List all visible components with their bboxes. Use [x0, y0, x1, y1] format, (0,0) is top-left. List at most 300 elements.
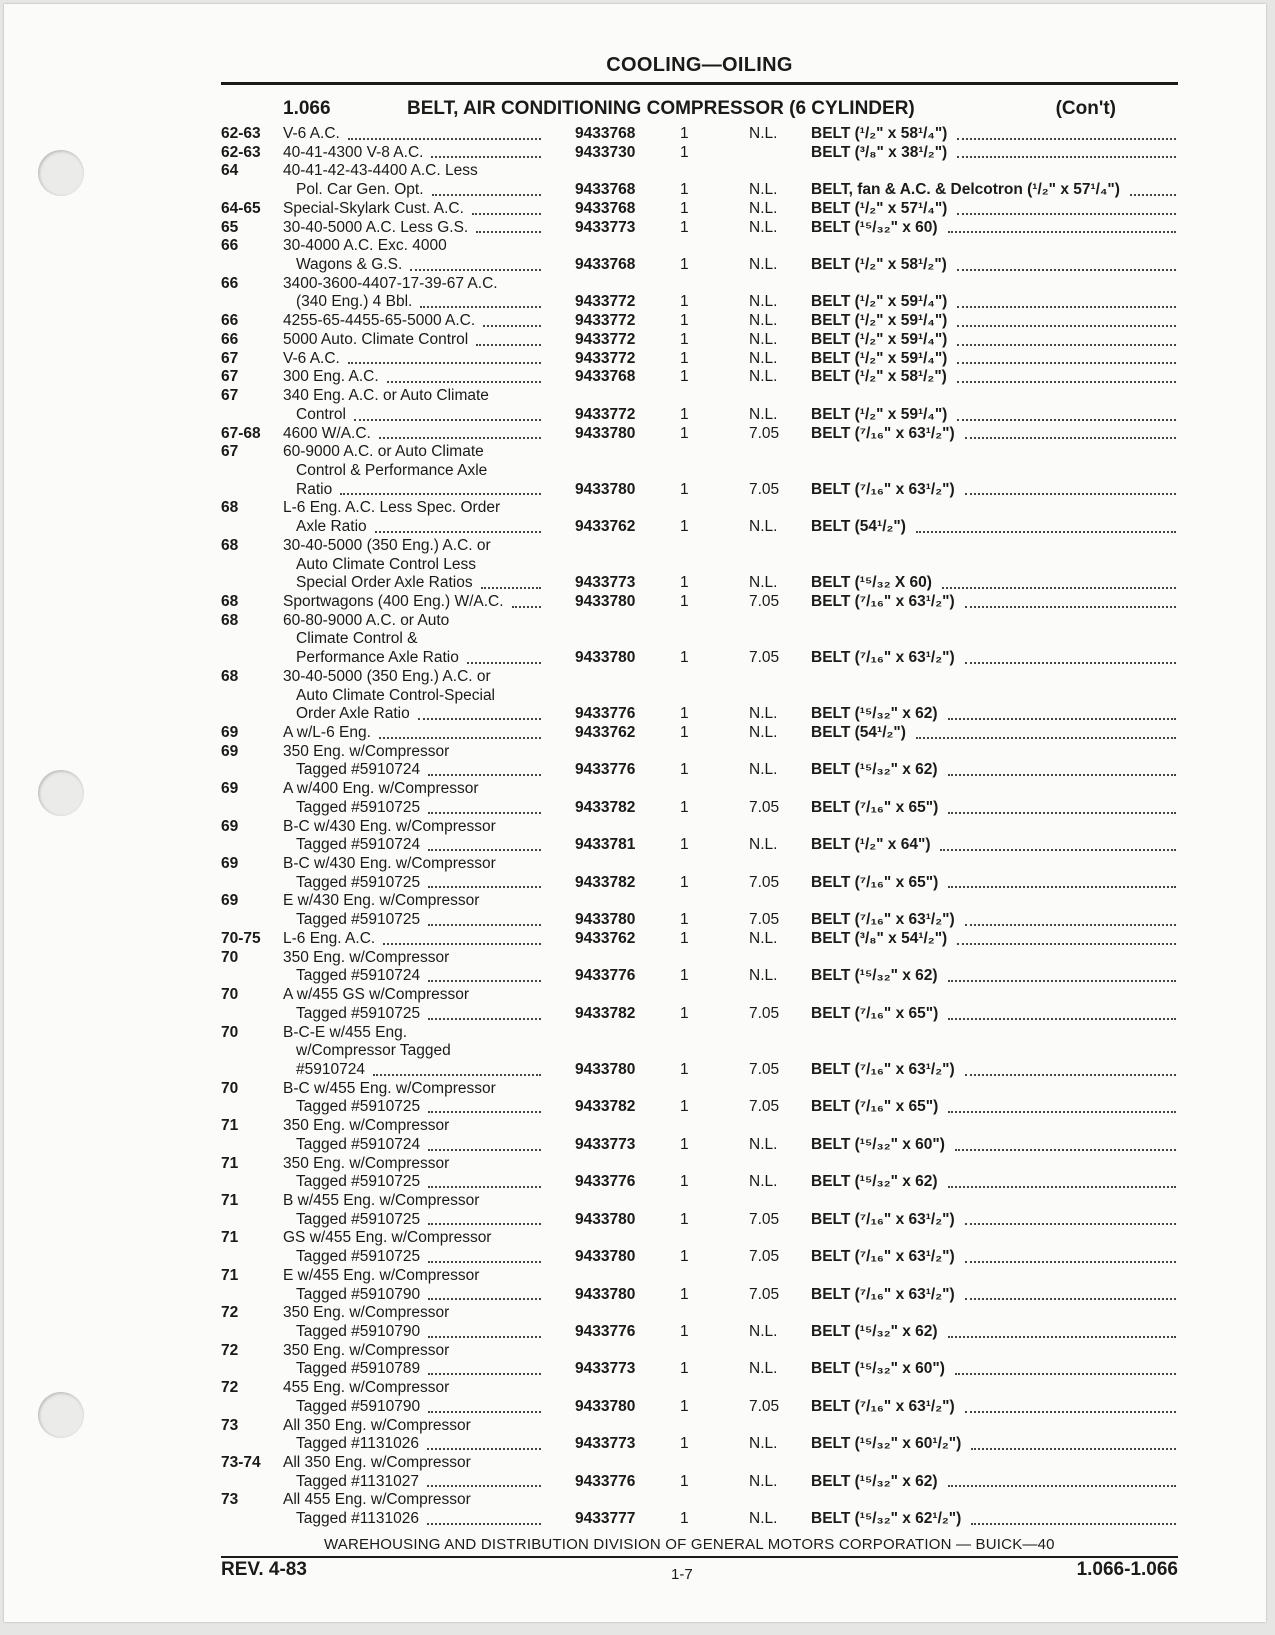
row-year: 64-65 — [221, 199, 261, 217]
row-description: 4600 W/A.C. — [283, 424, 371, 442]
parts-table — [221, 125, 1181, 1529]
row-quantity: 1 — [680, 1360, 689, 1378]
table-row — [221, 874, 1181, 893]
table-row — [221, 275, 1181, 294]
leader-dots — [481, 586, 541, 589]
row-quantity: 1 — [680, 218, 689, 236]
row-year: 68 — [221, 611, 239, 629]
page-header-title: COOLING—OILING — [606, 54, 793, 76]
row-part-number: 9433762 — [575, 929, 636, 947]
row-part-number: 9433773 — [575, 1435, 636, 1453]
table-row — [221, 911, 1181, 930]
leader-dots — [427, 1447, 541, 1450]
row-quantity: 1 — [680, 761, 689, 779]
row-year: 66 — [221, 274, 239, 292]
row-year: 67 — [221, 443, 239, 461]
table-row — [221, 986, 1181, 1005]
row-belt-spec: BELT (¹/₂" x 59¹/₄") — [811, 349, 948, 367]
row-belt-spec: BELT (¹/₂" x 58¹/₂") — [811, 256, 947, 274]
table-row — [221, 1510, 1181, 1529]
row-description: Tagged #5910725 — [296, 1173, 421, 1191]
row-description: Tagged #5910725 — [296, 1004, 421, 1022]
leader-dots — [955, 1148, 1176, 1151]
row-year: 66 — [221, 330, 239, 348]
row-part-number: 9433780 — [575, 592, 636, 610]
leader-dots — [965, 1260, 1176, 1263]
row-description: All 350 Eng. w/Compressor — [283, 1454, 471, 1472]
table-row — [221, 818, 1181, 837]
row-price: N.L. — [749, 312, 778, 330]
table-row — [221, 425, 1181, 444]
row-part-number: 9433776 — [575, 705, 636, 723]
row-belt-spec: BELT (¹/₂" x 58¹/₂") — [811, 368, 947, 386]
row-description: Wagons & G.S. — [296, 256, 403, 274]
table-row — [221, 443, 1181, 462]
row-price: N.L. — [749, 1360, 778, 1378]
row-description: (340 Eng.) 4 Bbl. — [296, 293, 413, 311]
row-quantity: 1 — [680, 967, 689, 985]
row-quantity: 1 — [680, 518, 689, 536]
row-belt-spec: BELT (⁷/₁₆" x 65") — [811, 873, 939, 891]
row-year: 70 — [221, 1023, 239, 1041]
leader-dots — [957, 343, 1176, 346]
row-price: N.L. — [749, 574, 778, 592]
footer-divider — [221, 1556, 1178, 1558]
footer-division: WAREHOUSING AND DISTRIBUTION DIVISION OF GENERAL MOTORS CORPORATION — BUICK—40 — [324, 1536, 1055, 1553]
leader-dots — [940, 848, 1176, 851]
row-belt-spec: BELT (⁷/₁₆" x 63¹/₂") — [811, 1285, 955, 1303]
row-year: 71 — [221, 1117, 239, 1135]
row-description: Climate Control & — [296, 630, 418, 648]
row-belt-spec: BELT (¹⁵/₃₂" x 60") — [811, 1360, 945, 1378]
leader-dots — [476, 230, 541, 233]
table-row — [221, 1192, 1181, 1211]
row-belt-spec: BELT (⁷/₁₆" x 63¹/₂") — [811, 424, 955, 442]
row-belt-spec: BELT (⁷/₁₆" x 63¹/₂") — [811, 592, 955, 610]
row-year: 67 — [221, 387, 239, 405]
table-row — [221, 1286, 1181, 1305]
row-description: Tagged #5910790 — [296, 1285, 421, 1303]
table-row — [221, 630, 1181, 649]
row-description: Tagged #1131026 — [296, 1510, 419, 1528]
leader-dots — [965, 436, 1176, 439]
row-description: V-6 A.C. — [283, 125, 340, 142]
row-description: 40-41-42-43-4400 A.C. Less — [283, 162, 478, 180]
table-row — [221, 649, 1181, 668]
row-price: N.L. — [749, 761, 778, 779]
leader-dots — [428, 923, 541, 926]
row-belt-spec: BELT (¹⁵/₃₂" x 60) — [811, 218, 938, 236]
continued-label: (Con't) — [1055, 98, 1116, 119]
row-quantity: 1 — [680, 798, 689, 816]
row-description: Special-Skylark Cust. A.C. — [283, 199, 464, 217]
row-part-number: 9433773 — [575, 1135, 636, 1153]
row-description: 60-9000 A.C. or Auto Climate — [283, 443, 484, 461]
leader-dots — [957, 305, 1176, 308]
row-description: Tagged #5910725 — [296, 1210, 421, 1228]
row-part-number: 9433780 — [575, 424, 636, 442]
leader-dots — [948, 979, 1176, 982]
leader-dots — [428, 773, 541, 776]
table-row — [221, 892, 1181, 911]
row-description: 350 Eng. w/Compressor — [283, 948, 450, 966]
row-description: L-6 Eng. A.C. — [283, 929, 376, 947]
leader-dots — [965, 1073, 1176, 1076]
leader-dots — [373, 1073, 541, 1076]
row-belt-spec: BELT (⁷/₁₆" x 63¹/₂") — [811, 649, 955, 667]
table-row — [221, 1024, 1181, 1043]
row-quantity: 1 — [680, 199, 689, 217]
table-row — [221, 1061, 1181, 1080]
section-name: BELT, AIR CONDITIONING COMPRESSOR (6 CYLINDER) — [407, 98, 915, 119]
row-part-number: 9433776 — [575, 1173, 636, 1191]
row-price: 7.05 — [749, 1285, 780, 1303]
table-row — [221, 181, 1181, 200]
catalog-page — [4, 4, 1266, 1622]
row-description: Auto Climate Control-Special — [296, 686, 496, 704]
row-description: Tagged #5910724 — [296, 836, 421, 854]
row-description: 30-40-5000 A.C. Less G.S. — [283, 218, 469, 236]
row-part-number: 9433776 — [575, 1472, 636, 1490]
section-heading — [221, 98, 1178, 124]
row-part-number: 9433768 — [575, 125, 636, 142]
table-row — [221, 1042, 1181, 1061]
row-price: N.L. — [749, 125, 778, 142]
leader-dots — [957, 361, 1176, 364]
row-quantity: 1 — [680, 143, 689, 161]
leader-dots — [428, 1372, 541, 1375]
table-row — [221, 1136, 1181, 1155]
row-part-number: 9433773 — [575, 218, 636, 236]
row-description: V-6 A.C. — [283, 349, 340, 367]
row-price: 7.05 — [749, 1248, 780, 1266]
row-part-number: 9433776 — [575, 967, 636, 985]
row-year: 73 — [221, 1491, 239, 1509]
leader-dots — [348, 137, 541, 140]
row-quantity: 1 — [680, 649, 689, 667]
row-belt-spec: BELT (⁷/₁₆" x 65") — [811, 1004, 939, 1022]
row-belt-spec: BELT (¹⁵/₃₂" x 62) — [811, 1472, 938, 1490]
row-quantity: 1 — [680, 330, 689, 348]
row-price: N.L. — [749, 199, 778, 217]
row-quantity: 1 — [680, 1285, 689, 1303]
row-part-number: 9433780 — [575, 1285, 636, 1303]
leader-dots — [957, 137, 1176, 140]
row-belt-spec: BELT (¹/₂" x 59¹/₄") — [811, 293, 948, 311]
leader-dots — [428, 848, 541, 851]
leader-dots — [948, 1185, 1176, 1188]
row-price: N.L. — [749, 1323, 778, 1340]
row-quantity: 1 — [680, 181, 689, 199]
row-belt-spec: BELT (¹⁵/₃₂" x 62) — [811, 761, 938, 779]
row-description: Tagged #5910725 — [296, 911, 421, 929]
row-description: E w/430 Eng. w/Compressor — [283, 892, 480, 910]
table-row — [221, 1435, 1181, 1454]
leader-dots — [348, 361, 541, 364]
row-year: 69 — [221, 855, 239, 873]
row-description: 30-4000 A.C. Exc. 4000 — [283, 237, 447, 255]
table-row — [221, 1379, 1181, 1398]
row-price: 7.05 — [749, 1098, 780, 1116]
leader-dots — [948, 773, 1176, 776]
table-row — [221, 1248, 1181, 1267]
leader-dots — [948, 230, 1176, 233]
leader-dots — [387, 380, 541, 383]
row-quantity: 1 — [680, 1472, 689, 1490]
table-row — [221, 1342, 1181, 1361]
table-row — [221, 331, 1181, 350]
row-quantity: 1 — [680, 1435, 689, 1453]
leader-dots — [942, 586, 1176, 589]
leader-dots — [476, 343, 541, 346]
row-year: 73 — [221, 1416, 239, 1434]
binder-hole — [38, 1392, 84, 1438]
row-description: Tagged #5910725 — [296, 873, 421, 891]
table-row — [221, 1398, 1181, 1417]
row-price: N.L. — [749, 256, 778, 274]
row-price: N.L. — [749, 330, 778, 348]
row-belt-spec: BELT (⁷/₁₆" x 63¹/₂") — [811, 1397, 955, 1415]
section-range: 1.066-1.066 — [1076, 1559, 1178, 1580]
leader-dots — [420, 305, 541, 308]
row-price: N.L. — [749, 405, 778, 423]
row-description: 40-41-4300 V-8 A.C. — [283, 143, 424, 161]
row-part-number: 9433772 — [575, 293, 636, 311]
table-row — [221, 1360, 1181, 1379]
row-part-number: 9433773 — [575, 1360, 636, 1378]
row-year: 62-63 — [221, 143, 261, 161]
row-quantity: 1 — [680, 125, 689, 142]
table-row — [221, 1211, 1181, 1230]
row-year: 66 — [221, 312, 239, 330]
table-row — [221, 574, 1181, 593]
row-part-number: 9433768 — [575, 199, 636, 217]
table-row — [221, 1080, 1181, 1099]
row-belt-spec: BELT (¹⁵/₃₂" x 62) — [811, 1173, 938, 1191]
leader-dots — [948, 1110, 1176, 1113]
row-quantity: 1 — [680, 873, 689, 891]
leader-dots — [957, 380, 1176, 383]
leader-dots — [428, 811, 541, 814]
row-year: 67 — [221, 368, 239, 386]
row-description: 350 Eng. w/Compressor — [283, 1341, 450, 1359]
table-row — [221, 350, 1181, 369]
row-year: 69 — [221, 742, 239, 760]
table-row — [221, 406, 1181, 425]
row-description: 60-80-9000 A.C. or Auto — [283, 611, 450, 629]
leader-dots — [965, 923, 1176, 926]
row-belt-spec: BELT (¹/₂" x 64") — [811, 836, 931, 854]
leader-dots — [428, 1260, 541, 1263]
leader-dots — [340, 492, 541, 495]
leader-dots — [483, 324, 541, 327]
row-price: N.L. — [749, 218, 778, 236]
row-description: Tagged #5910724 — [296, 761, 421, 779]
table-row — [221, 200, 1181, 219]
row-description: 3400-3600-4407-17-39-67 A.C. — [283, 274, 498, 292]
row-price: 7.05 — [749, 911, 780, 929]
row-belt-spec: BELT (⁷/₁₆" x 63¹/₂") — [811, 911, 955, 929]
table-row — [221, 705, 1181, 724]
row-belt-spec: BELT (¹/₂" x 59¹/₄") — [811, 330, 948, 348]
row-description: GS w/455 Eng. w/Compressor — [283, 1229, 492, 1247]
row-description: A w/455 GS w/Compressor — [283, 986, 470, 1004]
leader-dots — [512, 605, 541, 608]
table-row — [221, 780, 1181, 799]
row-description: Control — [296, 405, 346, 423]
row-belt-spec: BELT (¹⁵/₃₂" x 62) — [811, 967, 938, 985]
row-part-number: 9433780 — [575, 1060, 636, 1078]
row-quantity: 1 — [680, 1210, 689, 1228]
leader-dots — [428, 1222, 541, 1225]
leader-dots — [418, 717, 541, 720]
row-description: 30-40-5000 (350 Eng.) A.C. or — [283, 667, 491, 685]
leader-dots — [1130, 193, 1176, 196]
row-description: Performance Axle Ratio — [296, 649, 459, 667]
row-year: 70 — [221, 948, 239, 966]
row-description: B w/455 Eng. w/Compressor — [283, 1191, 480, 1209]
table-row — [221, 743, 1181, 762]
table-row — [221, 930, 1181, 949]
row-part-number: 9433782 — [575, 1098, 636, 1116]
row-year: 65 — [221, 218, 239, 236]
table-row — [221, 836, 1181, 855]
row-year: 67 — [221, 349, 239, 367]
row-part-number: 9433780 — [575, 1248, 636, 1266]
table-row — [221, 518, 1181, 537]
table-row — [221, 1173, 1181, 1192]
row-belt-spec: BELT (⁷/₁₆" x 63¹/₂") — [811, 480, 955, 498]
row-price: N.L. — [749, 1435, 778, 1453]
row-quantity: 1 — [680, 1135, 689, 1153]
table-row — [221, 1117, 1181, 1136]
row-description: #5910724 — [296, 1060, 365, 1078]
row-part-number: 9433782 — [575, 798, 636, 816]
leader-dots — [428, 1297, 541, 1300]
row-belt-spec: BELT (⁷/₁₆" x 65") — [811, 798, 939, 816]
leader-dots — [428, 979, 541, 982]
row-price: 7.05 — [749, 873, 780, 891]
row-quantity: 1 — [680, 1397, 689, 1415]
row-belt-spec: BELT (³/₈" x 54¹/₂") — [811, 929, 948, 947]
table-row — [221, 125, 1181, 144]
table-row — [221, 1229, 1181, 1248]
leader-dots — [428, 1410, 541, 1413]
row-part-number: 9433780 — [575, 1397, 636, 1415]
row-year: 69 — [221, 724, 239, 741]
leader-dots — [428, 1185, 541, 1188]
row-belt-spec: BELT (54¹/₂") — [811, 724, 906, 741]
row-belt-spec: BELT (¹/₂" x 59¹/₄") — [811, 312, 948, 330]
table-row — [221, 1323, 1181, 1342]
table-row — [221, 687, 1181, 706]
table-row — [221, 855, 1181, 874]
row-description: B-C w/455 Eng. w/Compressor — [283, 1079, 496, 1097]
row-description: Tagged #5910724 — [296, 967, 421, 985]
table-row — [221, 144, 1181, 163]
leader-dots — [428, 1335, 541, 1338]
leader-dots — [410, 268, 541, 271]
section-number: 1.066 — [283, 98, 331, 119]
leader-dots — [383, 942, 541, 945]
row-part-number: 9433777 — [575, 1510, 636, 1528]
leader-dots — [428, 1148, 541, 1151]
row-price: 7.05 — [749, 1210, 780, 1228]
row-description: Auto Climate Control Less — [296, 555, 477, 573]
row-price: N.L. — [749, 724, 778, 741]
row-description: Tagged #5910789 — [296, 1360, 421, 1378]
leader-dots — [375, 530, 541, 533]
row-description: 340 Eng. A.C. or Auto Climate — [283, 387, 489, 405]
row-belt-spec: BELT (¹⁵/₃₂" x 62¹/₂") — [811, 1510, 962, 1528]
row-description: Tagged #1131026 — [296, 1435, 419, 1453]
row-quantity: 1 — [680, 836, 689, 854]
row-belt-spec: BELT (¹⁵/₃₂" x 62) — [811, 705, 938, 723]
row-quantity: 1 — [680, 1510, 689, 1528]
row-quantity: 1 — [680, 929, 689, 947]
row-part-number: 9433780 — [575, 1210, 636, 1228]
row-price: N.L. — [749, 518, 778, 536]
row-part-number: 9433773 — [575, 574, 636, 592]
row-price: 7.05 — [749, 649, 780, 667]
binder-hole — [38, 150, 84, 196]
row-year: 68 — [221, 592, 239, 610]
leader-dots — [467, 661, 541, 664]
row-quantity: 1 — [680, 1060, 689, 1078]
leader-dots — [965, 661, 1176, 664]
table-row — [221, 949, 1181, 968]
row-quantity: 1 — [680, 312, 689, 330]
row-description: 30-40-5000 (350 Eng.) A.C. or — [283, 536, 491, 554]
row-description: 455 Eng. w/Compressor — [283, 1379, 450, 1397]
row-description: Pol. Car Gen. Opt. — [296, 181, 424, 199]
leader-dots — [965, 1410, 1176, 1413]
row-description: Tagged #1131027 — [296, 1472, 419, 1490]
row-price: N.L. — [749, 293, 778, 311]
table-row — [221, 237, 1181, 256]
row-quantity: 1 — [680, 424, 689, 442]
row-part-number: 9433762 — [575, 724, 636, 741]
row-description: Ratio — [296, 480, 333, 498]
row-description: A w/L-6 Eng. — [283, 724, 371, 741]
leader-dots — [379, 436, 541, 439]
row-quantity: 1 — [680, 293, 689, 311]
row-year: 64 — [221, 162, 239, 180]
table-row — [221, 556, 1181, 575]
table-row — [221, 162, 1181, 181]
row-part-number: 9433772 — [575, 405, 636, 423]
leader-dots — [965, 1297, 1176, 1300]
binder-hole — [38, 770, 84, 816]
row-part-number: 9433772 — [575, 312, 636, 330]
row-part-number: 9433776 — [575, 761, 636, 779]
leader-dots — [916, 736, 1176, 739]
row-description: Sportwagons (400 Eng.) W/A.C. — [283, 592, 504, 610]
leader-dots — [472, 212, 541, 215]
table-row — [221, 967, 1181, 986]
row-part-number: 9433776 — [575, 1323, 636, 1340]
table-row — [221, 1473, 1181, 1492]
table-row — [221, 612, 1181, 631]
row-description: 350 Eng. w/Compressor — [283, 1304, 450, 1322]
leader-dots — [948, 811, 1176, 814]
row-description: A w/400 Eng. w/Compressor — [283, 780, 479, 798]
row-description: Tagged #5910725 — [296, 798, 421, 816]
row-year: 71 — [221, 1229, 239, 1247]
row-part-number: 9433768 — [575, 368, 636, 386]
row-part-number: 9433781 — [575, 836, 636, 854]
row-year: 62-63 — [221, 125, 261, 142]
